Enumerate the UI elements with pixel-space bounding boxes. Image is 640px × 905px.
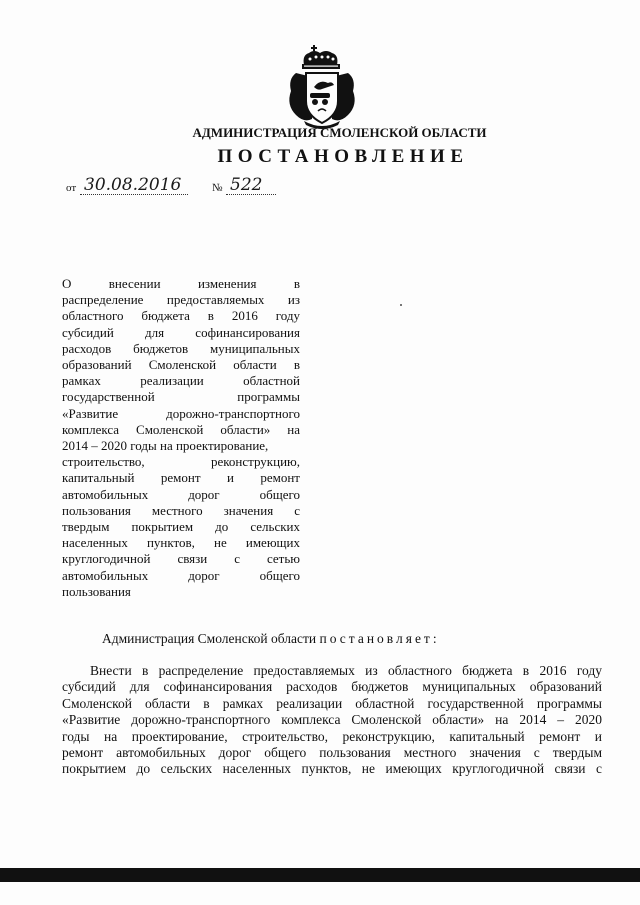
subject-line: комплекса Смоленской области» на [62, 421, 300, 437]
subject-line: субсидий для софинансирования [62, 324, 300, 340]
subject-line: государственной программы [62, 389, 300, 405]
subject-line: областного бюджета в 2016 году [62, 308, 300, 324]
subject-line: образований Смоленской области в [62, 357, 300, 373]
body-line: ремонт автомобильных дорог общего пользования местного значения с твердым [62, 745, 602, 761]
body-line: «Развитие дорожно-транспортного комплекса Смоленской области» на 2014 – 2020 [62, 712, 602, 728]
number-prefix: № [212, 182, 223, 194]
scan-speck [400, 304, 402, 306]
organization-title: АДМИНИСТРАЦИЯ СМОЛЕНСКОЙ ОБЛАСТИ [192, 125, 487, 140]
subject-line: населенных пунктов, не имеющих [62, 535, 300, 551]
body-line: субсидий для софинансирования расходов бюджетов муниципальных образований [62, 679, 602, 695]
body-line: покрытием до сельских населенных пунктов, не имеющих круглогодичной связи с [62, 761, 602, 777]
document-body [62, 663, 602, 778]
decree-lead: Администрация Смоленской области [102, 631, 317, 646]
date-prefix: от [66, 182, 77, 194]
coat-of-arms-icon [282, 43, 364, 129]
subject-line: автомобильных дорог общего [62, 567, 300, 583]
subject-line: рамках реализации областной [62, 373, 300, 389]
scan-edge-bar [0, 868, 640, 882]
subject-line: «Развитие дорожно-транспортного [62, 405, 300, 421]
document-date-number [66, 175, 306, 199]
subject-line: капитальный ремонт и ремонт [62, 470, 300, 486]
document-type-title: ПОСТАНОВЛЕНИЕ [217, 146, 469, 167]
subject-line: строительство, реконструкцию, [62, 454, 300, 470]
handwritten-number: 522 [230, 175, 263, 195]
subject-line: пользования местного значения с [62, 502, 300, 518]
document-subject [62, 276, 300, 600]
subject-line: 2014 – 2020 годы на проектирование, [62, 438, 269, 454]
subject-line: распределение предоставляемых из [62, 292, 300, 308]
number-underline [226, 194, 276, 195]
subject-line: автомобильных дорог общего [62, 486, 300, 502]
subject-line: О внесении изменения в [62, 276, 300, 291]
decree-verb: постановляет: [319, 631, 440, 646]
body-line: Внести в распределение предоставляемых из областного бюджета в 2016 году [90, 663, 602, 678]
decree-statement [102, 631, 440, 647]
handwritten-date: 30.08.2016 [84, 175, 182, 195]
subject-line: круглогодичной связи с сетью [62, 551, 300, 567]
subject-line: твердым покрытием до сельских [62, 519, 300, 535]
subject-line: расходов бюджетов муниципальных [62, 340, 300, 356]
body-line: Смоленской области в рамках реализации областной государственной программы [62, 695, 602, 711]
subject-line: пользования [62, 583, 131, 599]
body-line: годы на проектирование, строительство, реконструкцию, капитальный ремонт и [62, 728, 602, 744]
date-underline [80, 194, 188, 195]
